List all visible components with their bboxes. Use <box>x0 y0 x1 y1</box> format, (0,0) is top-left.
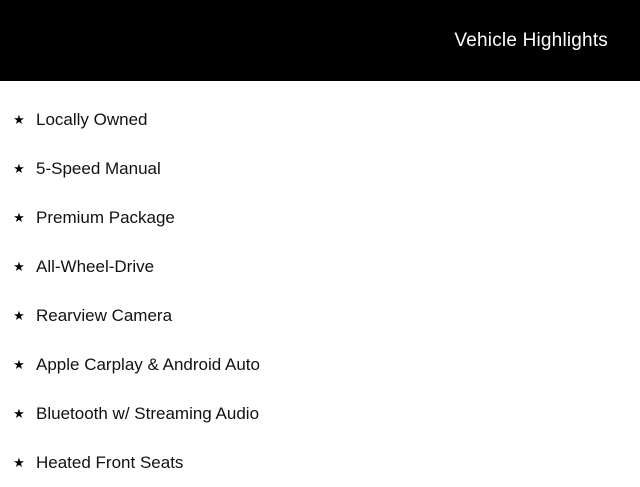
page-title: Vehicle Highlights <box>454 30 608 51</box>
star-icon: ★ <box>13 259 25 274</box>
star-icon: ★ <box>13 210 25 225</box>
highlight-label: Locally Owned <box>36 110 148 129</box>
star-icon: ★ <box>13 357 25 372</box>
list-item <box>0 389 640 438</box>
highlight-label: Heated Front Seats <box>36 453 184 472</box>
star-icon: ★ <box>13 455 25 470</box>
page-header <box>0 0 640 81</box>
star-icon: ★ <box>13 161 25 176</box>
list-item <box>0 242 640 291</box>
star-icon: ★ <box>13 406 25 421</box>
list-item <box>0 291 640 340</box>
star-icon: ★ <box>13 308 25 323</box>
highlight-label: 5-Speed Manual <box>36 159 161 178</box>
star-icon: ★ <box>13 112 25 127</box>
highlight-label: Bluetooth w/ Streaming Audio <box>36 404 260 423</box>
list-item <box>0 340 640 389</box>
vehicle-highlights-list <box>0 81 640 487</box>
highlight-label: All-Wheel-Drive <box>36 257 155 276</box>
highlight-label: Rearview Camera <box>36 306 173 325</box>
list-item <box>0 193 640 242</box>
highlight-label: Apple Carplay & Android Auto <box>36 355 260 374</box>
list-item <box>0 95 640 144</box>
highlight-label: Premium Package <box>36 208 175 227</box>
list-item <box>0 144 640 193</box>
